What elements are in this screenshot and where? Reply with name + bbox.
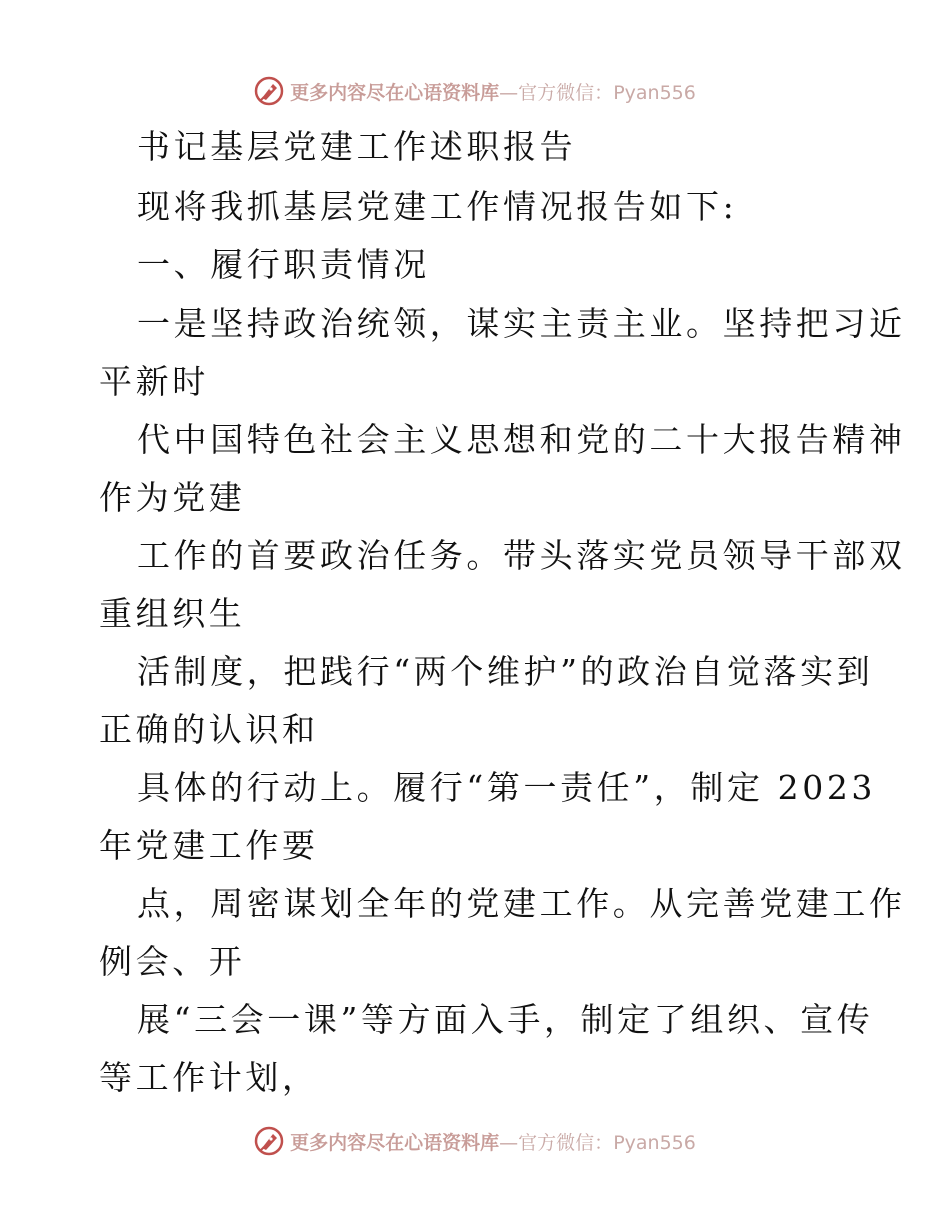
footer-watermark-banner <box>0 1121 950 1161</box>
paragraph-line: 点，周密谋划全年的党建工作。从完善党建工作 <box>137 884 906 923</box>
watermark-brand: 更多内容尽在心语资料库 <box>290 81 500 104</box>
document-intro: 现将我抓基层党建工作情况报告如下: <box>137 187 738 226</box>
document-title: 书记基层党建工作述职报告 <box>137 127 577 166</box>
paragraph-line: 正确的认识和 <box>99 710 319 749</box>
paragraph-line: 具体的行动上。履行“第一责任”，制定 2023 <box>137 768 877 807</box>
watermark-wechat-label: 官方微信： <box>518 81 614 104</box>
watermark-separator: — <box>499 1131 519 1154</box>
paragraph-line: 重组织生 <box>99 594 246 633</box>
paragraph-line: 平新时 <box>99 362 209 401</box>
paragraph-line: 作为党建 <box>99 478 246 517</box>
watermark-separator: — <box>499 81 519 104</box>
paragraph-line: 年党建工作要 <box>99 826 319 865</box>
paragraph-line: 展“三会一课”等方面入手，制定了组织、宣传 <box>137 1000 874 1039</box>
paragraph-line: 工作的首要政治任务。带头落实党员领导干部双 <box>137 536 906 575</box>
watermark-wechat-label: 官方微信： <box>518 1131 614 1154</box>
watermark-wechat-id: Pyan556 <box>613 1131 696 1154</box>
watermark-wechat-id: Pyan556 <box>613 81 696 104</box>
watermark-text <box>290 1128 696 1155</box>
paragraph-line: 活制度，把践行“两个维护”的政治自觉落实到 <box>137 652 874 691</box>
paragraph-line: 等工作计划， <box>99 1058 319 1097</box>
pen-nib-logo-icon <box>254 1126 284 1156</box>
paragraph-line: 一是坚持政治统领，谋实主责主业。坚持把习近 <box>137 304 906 343</box>
watermark-brand: 更多内容尽在心语资料库 <box>290 1131 500 1154</box>
paragraph-line: 代中国特色社会主义思想和党的二十大报告精神 <box>137 420 906 459</box>
section-heading: 一、履行职责情况 <box>137 245 430 284</box>
paragraph-line: 例会、开 <box>99 942 246 981</box>
